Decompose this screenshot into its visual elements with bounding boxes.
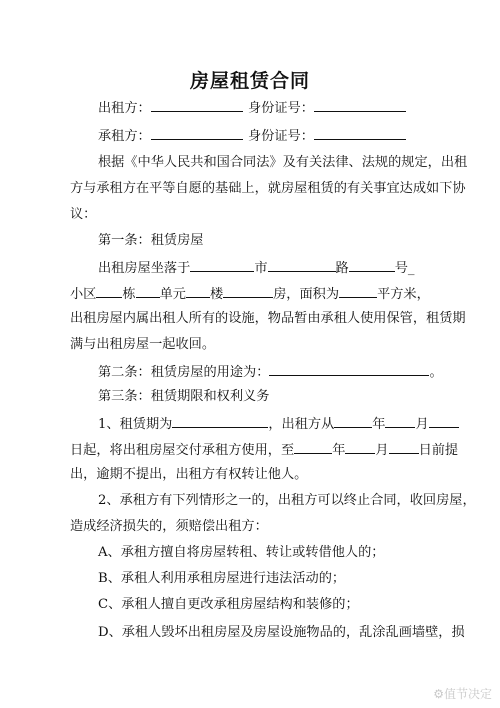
end-year-label: 年: [332, 443, 346, 458]
article-2-end: 。: [429, 365, 443, 380]
lessee-line: [98, 126, 243, 146]
room-blank[interactable]: [223, 284, 273, 298]
lessee-name-blank[interactable]: [151, 126, 243, 140]
intro-line-1: 根据《中华人民共和国合同法》及有关法律、法规的规定，出租: [98, 155, 468, 170]
location-line-1: [98, 258, 414, 278]
unit-blank[interactable]: [186, 284, 210, 298]
lessor-id-line: [248, 98, 406, 118]
article-2-line: [98, 362, 443, 382]
clause-item-c: C、承租人擅自更改承租房屋结构和装修的；: [98, 597, 359, 612]
article-1-line-4: 满与出租房屋一起收回。: [70, 337, 216, 352]
lessee-id-blank[interactable]: [314, 126, 406, 140]
road-blank[interactable]: [268, 258, 336, 272]
location-text: 出租房屋坐落于: [98, 261, 191, 276]
usage-blank[interactable]: [269, 362, 429, 376]
area-blank[interactable]: [339, 284, 377, 298]
clause-item-b: B、承租人利用承租房屋进行违法活动的；: [98, 571, 346, 586]
building-blank[interactable]: [136, 284, 160, 298]
term-before-text: 日前提: [418, 443, 459, 458]
termination-line-1: 2、承租方有下列情形之一的，出租方可以终止合同，收回房屋，: [98, 493, 476, 508]
community-blank[interactable]: [96, 284, 122, 298]
clause-item-d: D、承租人毁坏出租房屋及房屋设施物品的，乱涂乱画墙壁，损: [98, 625, 465, 640]
term-line-2: [70, 440, 458, 460]
lessee-label: 承租方：: [98, 129, 151, 144]
term-line-1: [98, 414, 459, 434]
year-label: 年: [372, 417, 386, 432]
clause-item-a: A、承租方擅自将房屋转租、转让或转借他人的；: [98, 545, 385, 560]
start-year-blank[interactable]: [334, 414, 372, 428]
city-blank[interactable]: [190, 258, 254, 272]
end-day-blank[interactable]: [389, 440, 419, 454]
termination-line-2: 造成经济损失的，须赔偿出租方：: [70, 519, 268, 534]
term-blank[interactable]: [172, 414, 268, 428]
lessee-id-line: [248, 126, 406, 146]
floor-label: 楼: [209, 287, 224, 302]
lessee-id-label: 身份证号：: [248, 129, 314, 144]
article-2-text: 第二条：租赁房屋的用途为：: [98, 365, 270, 380]
road-label: 路: [335, 261, 349, 276]
area-label: 平方米，: [377, 287, 430, 302]
article-3-title: 第三条：租赁期限和权利义务: [98, 389, 270, 404]
watermark: ⚙值节决定: [433, 687, 492, 701]
end-month-blank[interactable]: [345, 440, 375, 454]
term-from-text: ，出租方从: [268, 417, 335, 432]
term-line-3: 出，逾期不提出，出租方有权转让他人。: [70, 467, 308, 482]
number-label: 号: [394, 261, 408, 276]
term-text: 1、租赁期为: [98, 417, 173, 432]
lessor-label: 出租方：: [98, 101, 151, 116]
lessor-line: [98, 98, 243, 118]
article-1-line-3: 出租房屋内属出租人所有的设施，物品暂由承租人使用保管，租赁期: [70, 311, 466, 326]
city-label: 市: [254, 261, 268, 276]
month-label: 月: [415, 417, 429, 432]
end-year-blank[interactable]: [294, 440, 332, 454]
building-label: 栋: [122, 287, 136, 302]
number-blank[interactable]: [349, 258, 395, 272]
room-label: 房，面积为: [273, 287, 340, 302]
community-label: 小区: [70, 287, 97, 302]
unit-label: 单元: [159, 287, 186, 302]
lessor-name-blank[interactable]: [151, 98, 243, 112]
term-to-text: 日起，将出租房屋交付承租方使用，至: [70, 443, 295, 458]
intro-line-3: 议：: [70, 207, 97, 222]
start-day-blank[interactable]: [429, 414, 459, 428]
number-tail: _: [407, 261, 415, 276]
intro-line-2: 方与承租方在平等自愿的基础上，就房屋租赁的有关事宜达成如下协: [70, 181, 466, 196]
lessor-id-blank[interactable]: [314, 98, 406, 112]
location-line-2: [70, 284, 430, 304]
end-month-label: 月: [375, 443, 389, 458]
lessor-id-label: 身份证号：: [248, 101, 314, 116]
document-title: 房屋租赁合同: [189, 70, 310, 92]
article-1-title: 第一条：租赁房屋: [98, 233, 204, 248]
start-month-blank[interactable]: [385, 414, 415, 428]
